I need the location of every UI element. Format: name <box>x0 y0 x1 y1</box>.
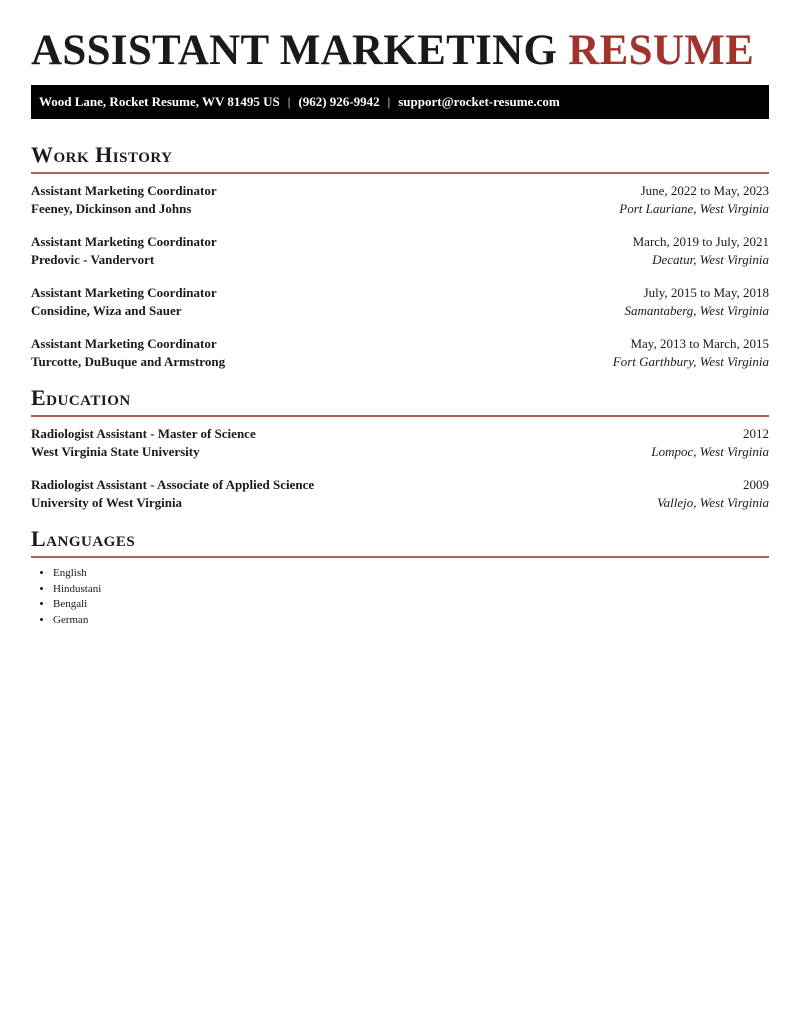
job-title: Assistant Marketing Coordinator <box>31 234 217 249</box>
job-dates: March, 2019 to July, 2021 <box>632 234 769 249</box>
job-dates: June, 2022 to May, 2023 <box>640 183 769 198</box>
job-company: Predovic - Vandervort <box>31 252 155 267</box>
degree: Radiologist Assistant - Master of Science <box>31 426 256 441</box>
job-entry <box>31 233 769 269</box>
job-entry <box>31 335 769 371</box>
title-accent: RESUME <box>568 27 755 74</box>
education-entry <box>31 425 769 461</box>
job-location: Fort Garthbury, West Virginia <box>612 354 769 369</box>
job-location: Decatur, West Virginia <box>652 252 769 267</box>
list-item: • Bengali <box>53 597 769 613</box>
job-company: Considine, Wiza and Sauer <box>31 303 182 318</box>
page-title <box>31 0 769 76</box>
job-company: Turcotte, DuBuque and Armstrong <box>31 354 226 369</box>
degree: Radiologist Assistant - Associate of Applied Science <box>31 477 315 492</box>
job-entry <box>31 182 769 218</box>
education-list <box>31 425 769 512</box>
job-company: Feeney, Dickinson and Johns <box>31 201 192 216</box>
title-main: ASSISTANT MARKETING <box>31 27 558 74</box>
contact-address: Wood Lane, Rocket Resume, WV 81495 US <box>39 94 280 109</box>
contact-email: support@rocket-resume.com <box>398 94 560 109</box>
list-item: • Hindustani <box>53 582 769 598</box>
job-title: Assistant Marketing Coordinator <box>31 336 217 351</box>
job-dates: May, 2013 to March, 2015 <box>630 336 769 351</box>
school-location: Vallejo, West Virginia <box>657 495 769 510</box>
school-location: Lompoc, West Virginia <box>651 444 769 459</box>
contact-bar <box>31 85 769 119</box>
graduation-year: 2009 <box>743 477 769 492</box>
contact-phone: (962) 926-9942 <box>298 94 380 109</box>
work-history-list <box>31 182 769 371</box>
contact-separator: | <box>287 94 291 109</box>
job-dates: July, 2015 to May, 2018 <box>643 285 769 300</box>
job-title: Assistant Marketing Coordinator <box>31 285 217 300</box>
work-history-heading: Work History <box>31 142 769 174</box>
list-item: • German <box>53 613 769 629</box>
job-location: Samantaberg, West Virginia <box>624 303 769 318</box>
graduation-year: 2012 <box>743 426 769 441</box>
languages-list <box>31 566 769 628</box>
list-item: • English <box>53 566 769 582</box>
education-entry <box>31 476 769 512</box>
job-entry <box>31 284 769 320</box>
education-heading: Education <box>31 385 769 417</box>
school: University of West Virginia <box>31 495 183 510</box>
job-location: Port Lauriane, West Virginia <box>619 201 769 216</box>
contact-separator: | <box>387 94 391 109</box>
languages-heading: Languages <box>31 526 769 558</box>
school: West Virginia State University <box>31 444 200 459</box>
job-title: Assistant Marketing Coordinator <box>31 183 217 198</box>
